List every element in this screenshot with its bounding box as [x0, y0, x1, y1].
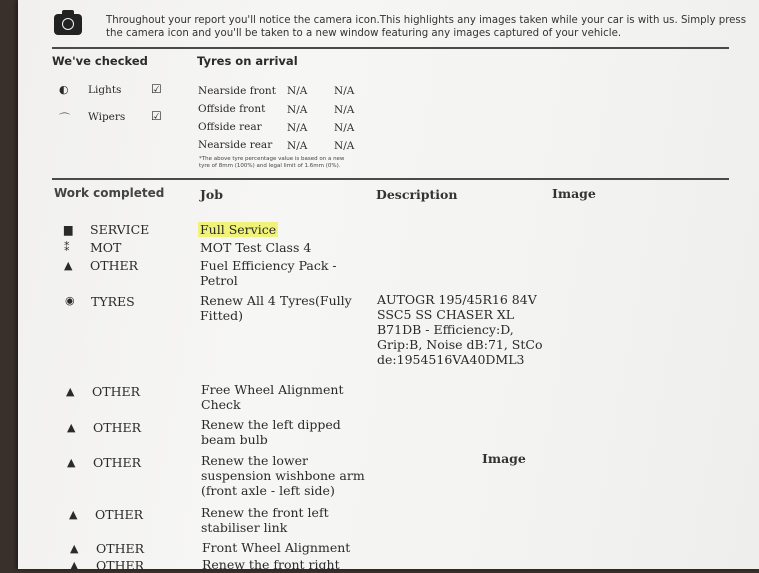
tyre-value: N/A — [287, 85, 308, 97]
tyre-position: Nearside rear — [198, 139, 273, 151]
checkbox-checked-icon: ☑ — [151, 109, 162, 123]
work-job: Front Wheel Alignment — [202, 540, 351, 555]
other-icon: ▲ — [67, 456, 76, 469]
work-category: TYRES — [91, 294, 135, 309]
report-page — [18, 0, 759, 569]
work-job: MOT Test Class 4 — [200, 240, 312, 255]
other-icon: ▲ — [67, 421, 76, 434]
other-icon: ▲ — [69, 508, 78, 521]
tyre-position: Offside front — [198, 103, 266, 115]
work-category: OTHER — [95, 507, 144, 522]
work-job: Renew the left dipped beam bulb — [201, 417, 341, 447]
tyre-value: N/A — [334, 140, 355, 152]
other-icon: ▲ — [66, 385, 75, 398]
tyre-value: N/A — [287, 122, 308, 134]
tyre-value: N/A — [334, 104, 355, 116]
other-icon: ▲ — [70, 559, 79, 572]
work-image-link[interactable]: Image — [482, 451, 526, 466]
divider — [52, 47, 729, 49]
tyre-value: N/A — [334, 122, 355, 134]
checked-item-wipers: Wipers — [88, 111, 126, 123]
tyres-icon: ◉ — [65, 294, 75, 307]
col-header-image: Image — [552, 186, 596, 201]
work-category: OTHER — [96, 558, 145, 573]
tyre-position: Offside rear — [198, 121, 262, 133]
mot-icon: ⁑ — [64, 241, 70, 254]
col-header-job: Job — [200, 187, 223, 202]
highlighted-job: Full Service — [200, 222, 277, 237]
work-heading: Work completed — [54, 186, 165, 200]
work-category: OTHER — [96, 541, 145, 556]
work-category: OTHER — [93, 420, 142, 435]
tyre-position: Nearside front — [198, 85, 276, 97]
intro-line-2: the camera icon and you'll be taken to a new window featuring any images captured of your vehicle. — [106, 28, 622, 39]
work-category: OTHER — [92, 384, 141, 399]
wipers-icon: ⌒ — [59, 112, 70, 125]
tyre-value: N/A — [287, 140, 308, 152]
work-job: Renew All 4 Tyres(Fully Fitted) — [200, 293, 352, 323]
checked-heading: We've checked — [52, 54, 148, 68]
tyres-heading: Tyres on arrival — [197, 54, 298, 68]
work-job: Renew the lower suspension wishbone arm (front axle - left side) — [201, 453, 365, 498]
col-header-description: Description — [376, 187, 458, 202]
intro-line-1: Throughout your report you'll notice the camera icon.This highlights any images taken while your car is with us. Simply press — [106, 15, 747, 26]
camera-icon[interactable] — [54, 14, 82, 35]
work-category: OTHER — [93, 455, 142, 470]
service-icon: ▆ — [64, 223, 73, 236]
work-job: Renew the front right — [202, 557, 340, 572]
work-description: AUTOGR 195/45R16 84V SSC5 SS CHASER XL B71DB - Efficiency:D, Grip:B, Noise dB:71, StCo de:1954516VA40DML3 — [377, 292, 543, 367]
tyre-value: N/A — [334, 85, 355, 97]
lights-icon: ◐ — [59, 83, 69, 96]
work-job: Free Wheel Alignment Check — [201, 382, 344, 412]
other-icon: ▲ — [64, 259, 73, 272]
work-job — [198, 222, 368, 237]
work-category: OTHER — [90, 258, 139, 273]
checked-item-lights: Lights — [88, 84, 122, 96]
work-category: MOT — [90, 240, 122, 255]
checkbox-checked-icon: ☑ — [151, 82, 162, 96]
work-job: Fuel Efficiency Pack - Petrol — [200, 258, 337, 288]
work-job: Renew the front left stabiliser link — [201, 505, 329, 535]
divider — [52, 178, 729, 180]
other-icon: ▲ — [70, 542, 79, 555]
tyre-note-line-1: *The above tyre percentage value is based on a new — [199, 156, 345, 162]
tyre-note-line-2: tyre of 8mm (100%) and legal limit of 1.6mm (0%). — [199, 163, 341, 169]
tyre-value: N/A — [287, 104, 308, 116]
work-category: SERVICE — [90, 222, 150, 237]
